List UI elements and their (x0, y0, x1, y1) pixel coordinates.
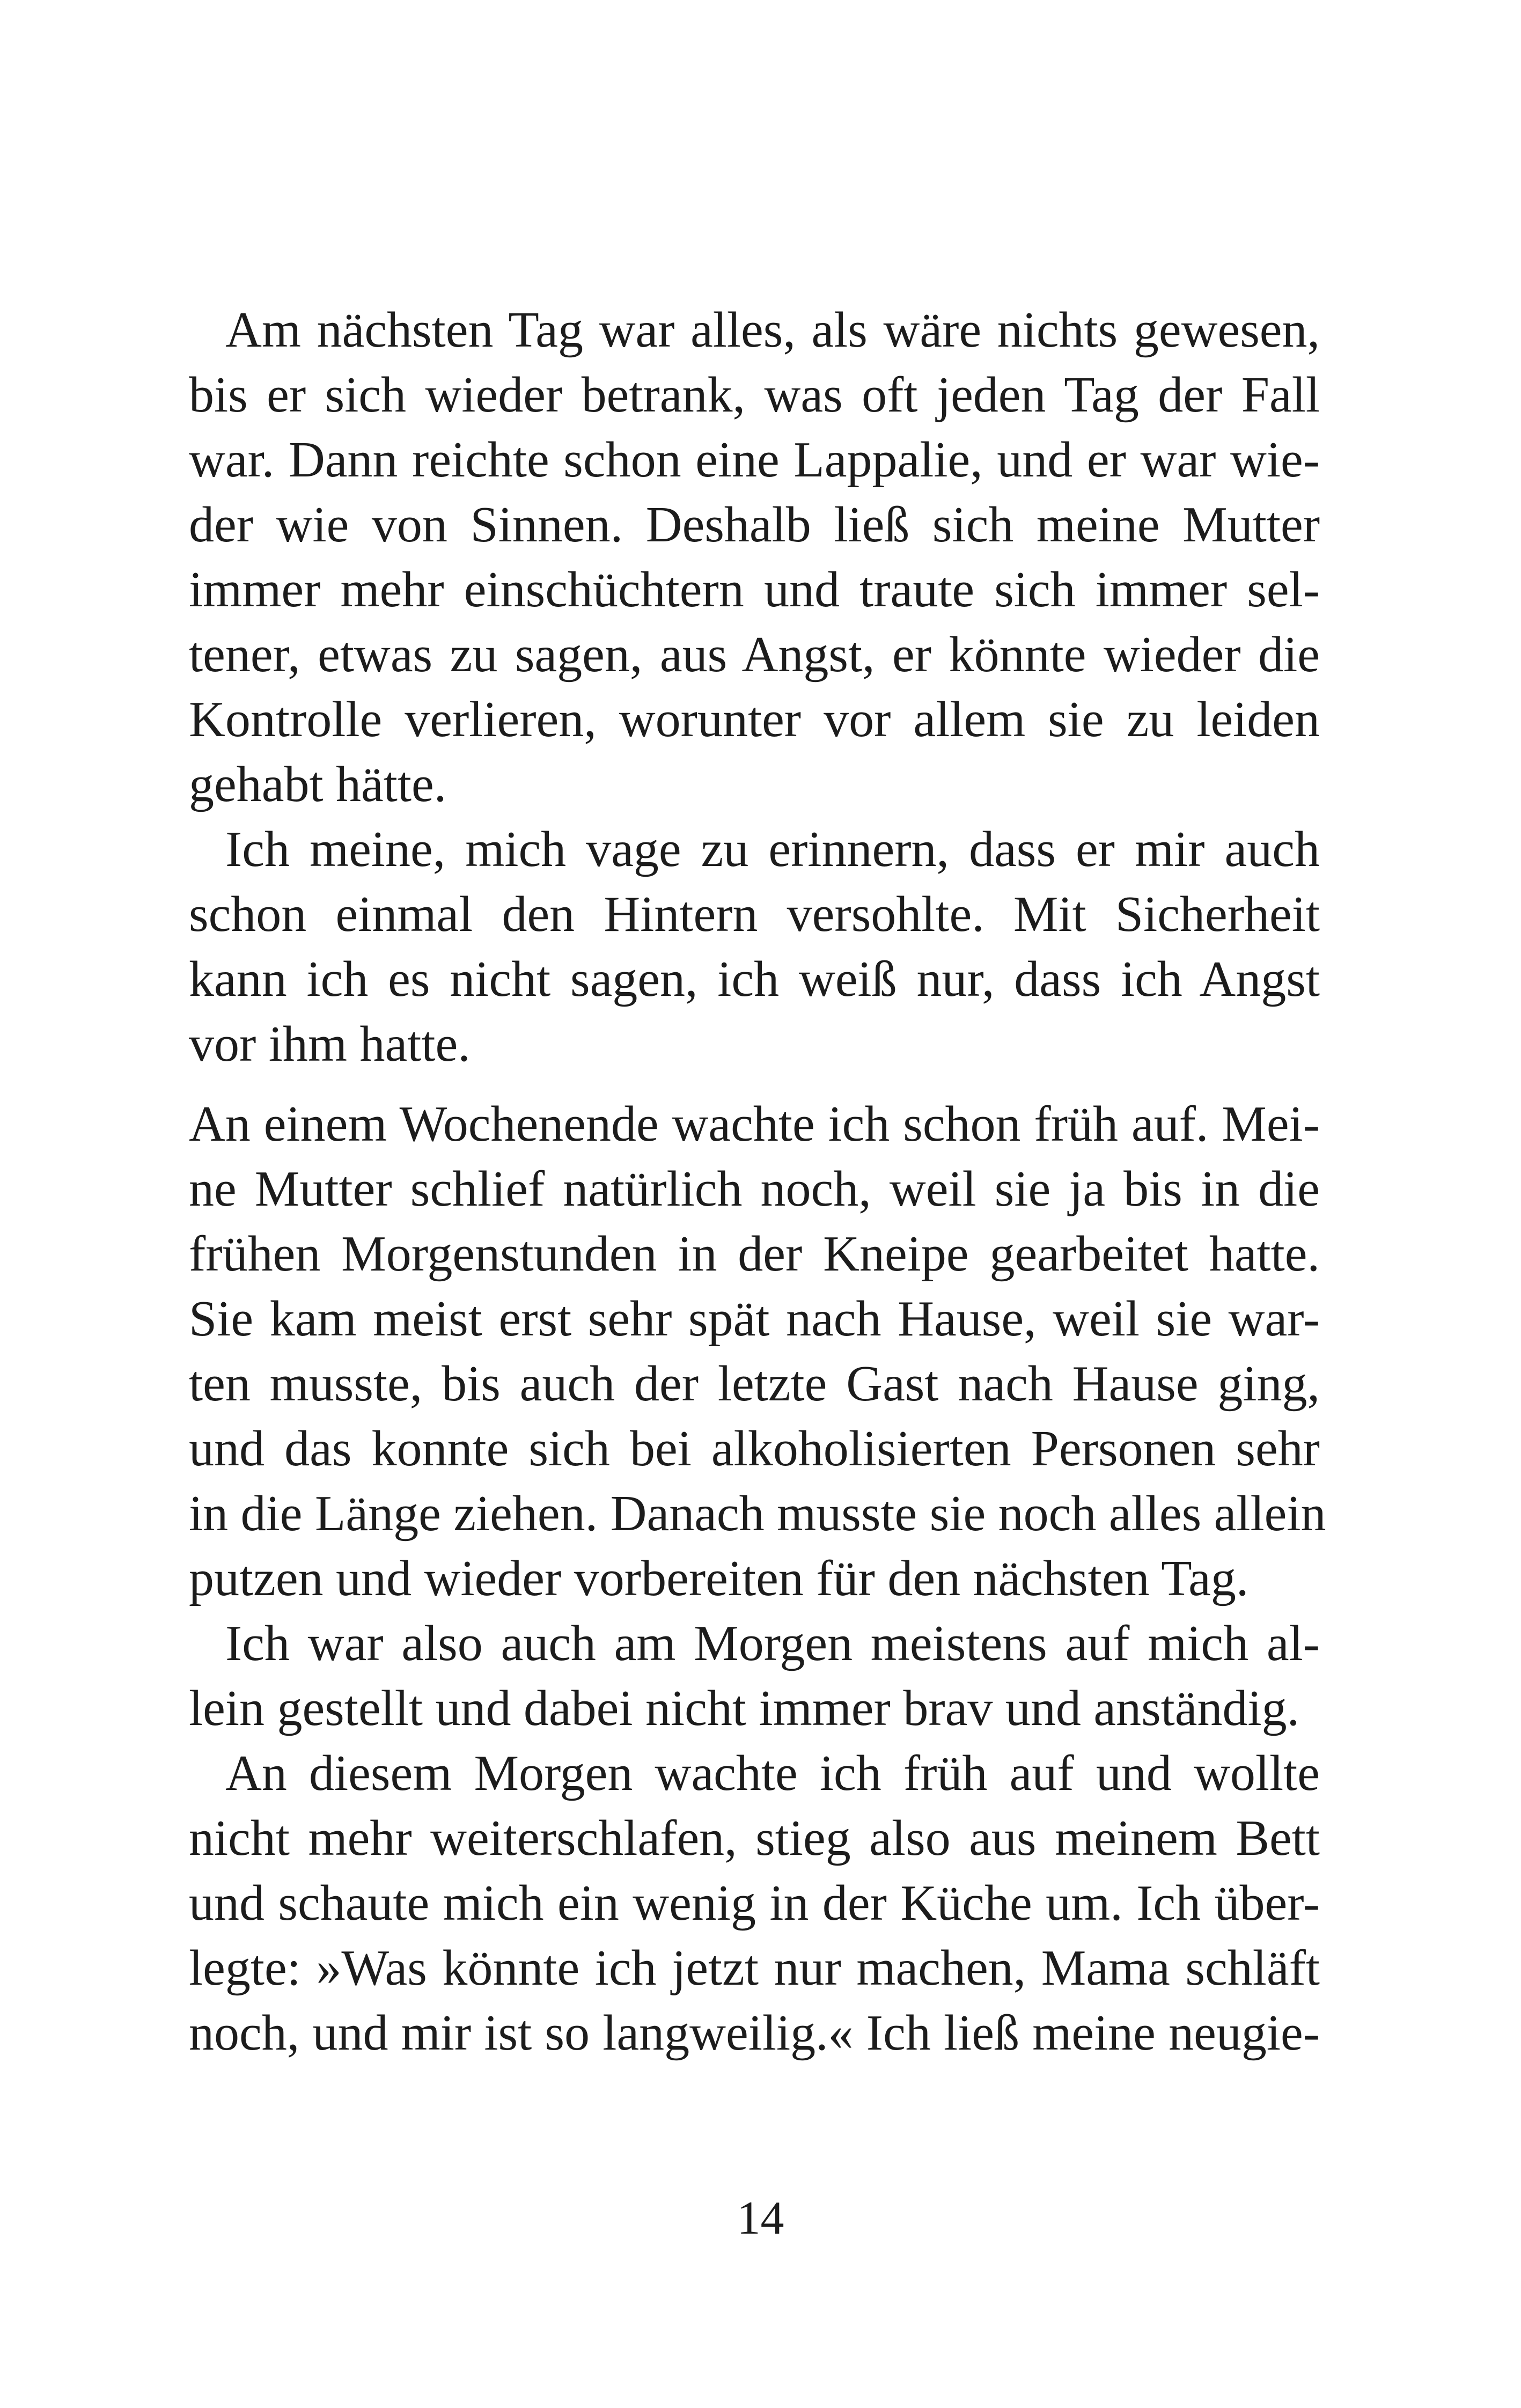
text-line: und schaute mich ein wenig in der Küche um. Ich über- (189, 1875, 1320, 1931)
text-line: An diesem Morgen wachte ich früh auf und wollte (225, 1745, 1320, 1801)
text-line: kann ich es nicht sagen, ich weiß nur, dass ich Angst (189, 951, 1320, 1007)
text-block-top (189, 298, 1320, 1077)
text-line: tener, etwas zu sagen, aus Angst, er könnte wieder die (189, 627, 1320, 682)
text-line: vor ihm hatte. (189, 1016, 471, 1072)
text-line: nicht mehr weiterschlafen, stieg also aus meinem Bett (189, 1810, 1320, 1866)
text-line: gehabt hätte. (189, 757, 447, 812)
text-line: noch, und mir ist so langweilig.« Ich ließ meine neugie- (189, 2005, 1320, 2061)
text-line: ten musste, bis auch der letzte Gast nach Hause ging, (189, 1356, 1320, 1412)
text-line: frühen Morgenstunden in der Kneipe gearbeitet hatte. (189, 1226, 1320, 1282)
text-line: Ich war also auch am Morgen meistens auf mich al- (225, 1616, 1320, 1671)
text-line: immer mehr einschüchtern und traute sich immer sel- (189, 562, 1320, 618)
text-line: An einem Wochenende wachte ich schon früh auf. Mei- (189, 1096, 1320, 1152)
text-line: ne Mutter schlief natürlich noch, weil sie ja bis in die (189, 1161, 1320, 1217)
text-line: war. Dann reichte schon eine Lappalie, und er war wie- (189, 432, 1320, 488)
text-line: und das konnte sich bei alkoholisierten Personen sehr (189, 1421, 1320, 1477)
text-block-bottom (189, 1092, 1326, 2066)
text-line: schon einmal den Hintern versohlte. Mit Sicherheit (189, 886, 1320, 942)
text-line: der wie von Sinnen. Deshalb ließ sich meine Mutter (189, 497, 1320, 553)
text-line: Kontrolle verlieren, worunter vor allem sie zu leiden (189, 692, 1320, 747)
text-line: lein gestellt und dabei nicht immer brav und anständig. (189, 1680, 1300, 1736)
text-line: Ich meine, mich vage zu erinnern, dass er mir auch (225, 821, 1320, 877)
text-line: bis er sich wieder betrank, was oft jeden Tag der Fall (189, 367, 1320, 423)
text-line: Am nächsten Tag war alles, als wäre nichts gewesen, (225, 302, 1320, 358)
page-number: 14 (737, 2192, 784, 2244)
text-line: putzen und wieder vorbereiten für den nächsten Tag. (189, 1551, 1249, 1606)
text-line: legte: »Was könnte ich jetzt nur machen, Mama schläft (189, 1940, 1320, 1996)
text-line: in die Länge ziehen. Danach musste sie noch alles allein (189, 1486, 1326, 1541)
text-line: Sie kam meist erst sehr spät nach Hause, weil sie war- (189, 1291, 1320, 1347)
